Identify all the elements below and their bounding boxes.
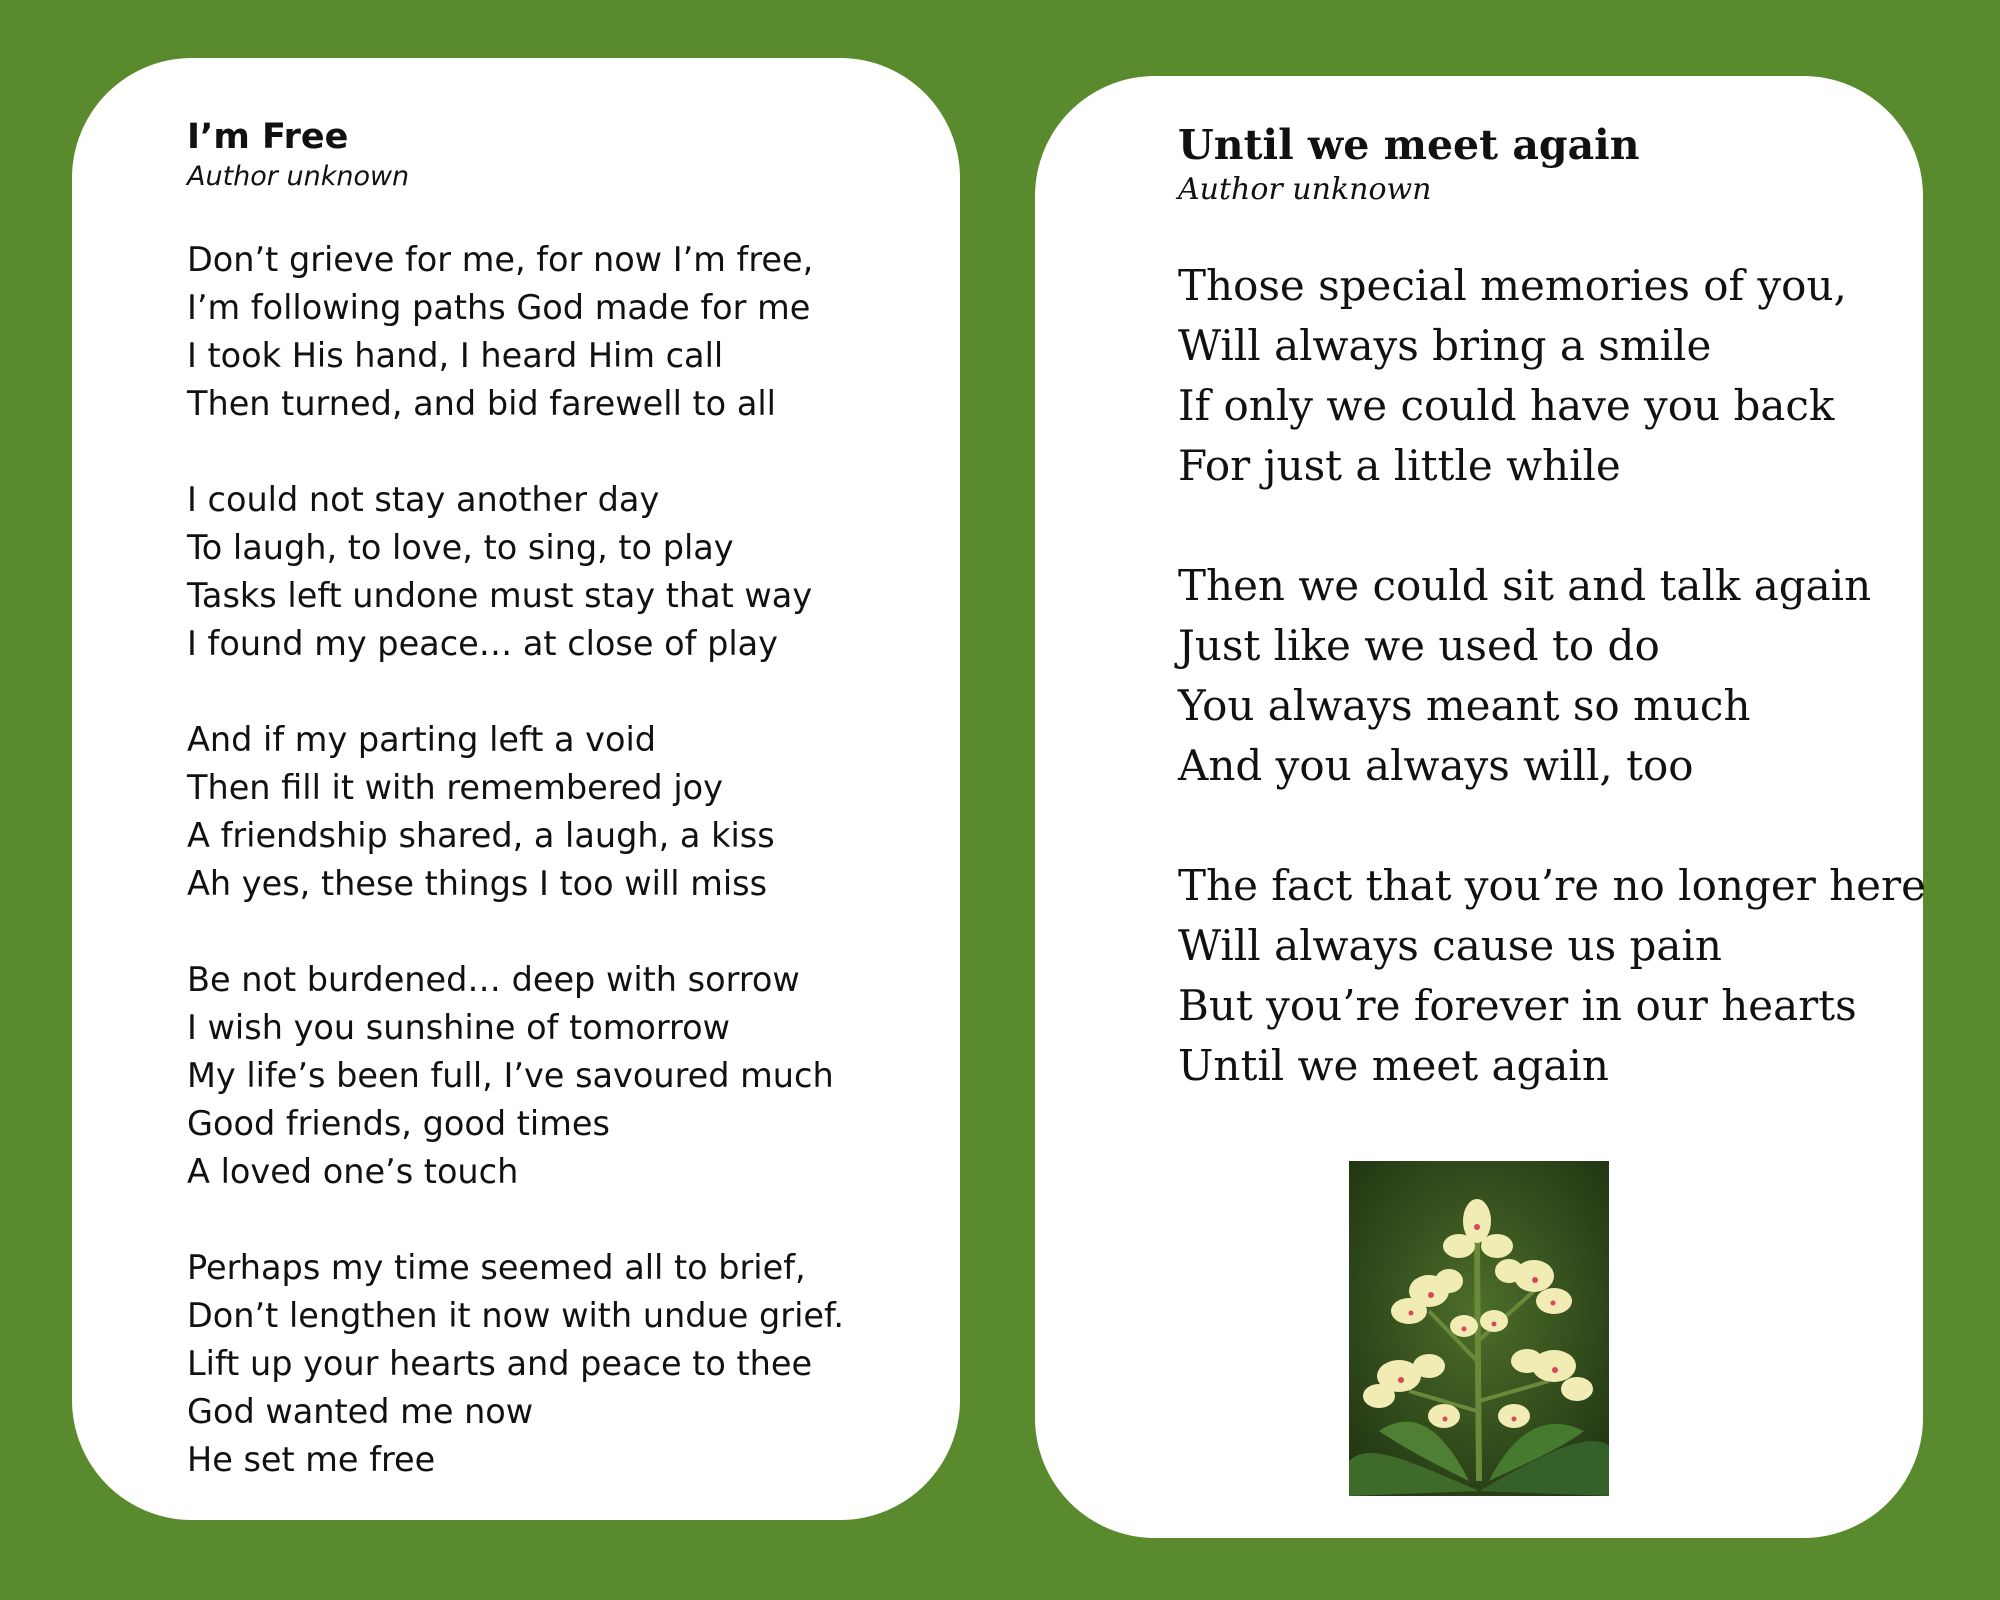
- poem-line: Then turned, and bid farewell to all: [187, 384, 776, 423]
- poem-card-left: [72, 58, 960, 1520]
- poem-line: I found my peace… at close of play: [187, 624, 778, 663]
- poem-line: I’m following paths God made for me: [187, 288, 811, 327]
- poem-line: The fact that you’re no longer here: [1178, 861, 1926, 910]
- stanza: [1178, 556, 1923, 796]
- stanza: [187, 1244, 960, 1484]
- poem-line: I took His hand, I heard Him call: [187, 336, 724, 375]
- poem-card-right: [1035, 76, 1926, 1538]
- poem-line: Will always cause us pain: [1178, 921, 1722, 970]
- poem-author: Author unknown: [187, 161, 410, 192]
- poem-author: Author unknown: [1178, 172, 1432, 207]
- poem-line: Don’t grieve for me, for now I’m free,: [187, 240, 814, 279]
- poem-line: Those special memories of you,: [1178, 261, 1847, 310]
- poem-line: And if my parting left a void: [187, 720, 657, 759]
- poem-line: Good friends, good times: [187, 1104, 610, 1143]
- flower-icon: [1349, 1161, 1609, 1496]
- poem-line: You always meant so much: [1178, 681, 1751, 730]
- poem-line: If only we could have you back: [1178, 381, 1835, 430]
- stanza: [187, 956, 960, 1196]
- poem-line: He set me free: [187, 1440, 436, 1479]
- poem-line: Lift up your hearts and peace to thee: [187, 1344, 813, 1383]
- stanza: [1178, 856, 1926, 1096]
- poem-line: I could not stay another day: [187, 480, 660, 519]
- flower-photo: [1349, 1161, 1609, 1496]
- poem-line: Perhaps my time seemed all to brief,: [187, 1248, 806, 1287]
- poem-line: But you’re forever in our hearts: [1178, 981, 1857, 1030]
- poem-line: A loved one’s touch: [187, 1152, 519, 1191]
- poem-line: A friendship shared, a laugh, a kiss: [187, 816, 775, 855]
- poem-line: And you always will, too: [1178, 741, 1694, 790]
- stanza: [187, 476, 960, 668]
- poem-line: Tasks left undone must stay that way: [187, 576, 813, 615]
- poem-line: My life’s been full, I’ve savoured much: [187, 1056, 834, 1095]
- poem-line: Until we meet again: [1178, 1041, 1609, 1090]
- poem-line: God wanted me now: [187, 1392, 534, 1431]
- poem-line: Then fill it with remembered joy: [187, 768, 723, 807]
- poem-title: Until we meet again: [1178, 121, 1640, 169]
- poem-line: For just a little while: [1178, 441, 1621, 490]
- poem-line: Don’t lengthen it now with undue grief.: [187, 1296, 844, 1335]
- poem-line: Ah yes, these things I too will miss: [187, 864, 768, 903]
- stanza: [1178, 256, 1923, 496]
- poem-line: Be not burdened… deep with sorrow: [187, 960, 800, 999]
- poem-line: Then we could sit and talk again: [1178, 561, 1872, 610]
- stanza: [187, 716, 960, 908]
- poem-line: Just like we used to do: [1178, 621, 1660, 670]
- poem-line: Will always bring a smile: [1178, 321, 1712, 370]
- poem-line: To laugh, to love, to sing, to play: [187, 528, 734, 567]
- stanza: [187, 236, 960, 428]
- poem-line: I wish you sunshine of tomorrow: [187, 1008, 730, 1047]
- poem-title: I’m Free: [187, 117, 349, 157]
